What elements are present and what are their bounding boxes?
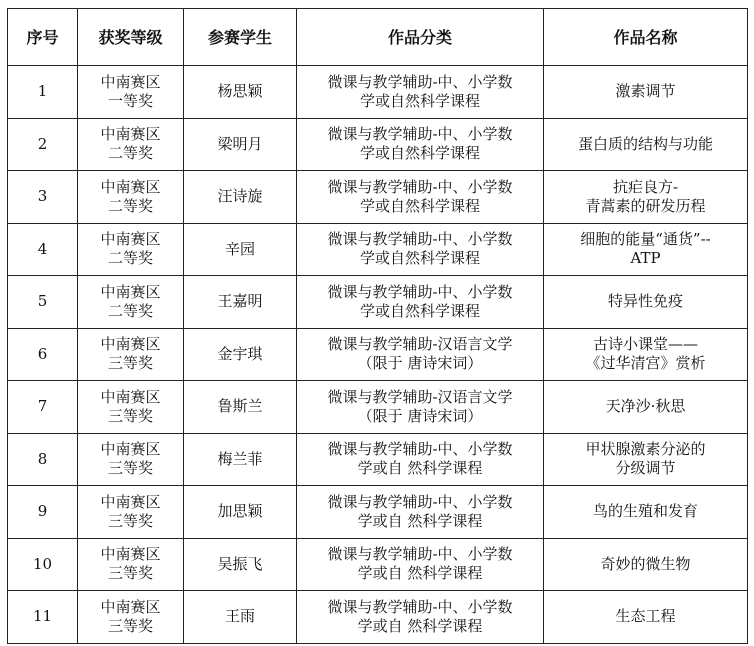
category-cell-line: 学或自然科学课程 xyxy=(359,301,480,320)
header-index: 序号 xyxy=(8,9,78,66)
index-cell: 10 xyxy=(8,538,78,591)
award-level-cell-line: 中南赛区 xyxy=(100,335,161,354)
header-row xyxy=(8,9,748,66)
award-level-cell xyxy=(78,433,184,486)
award-level-cell-line: 三等奖 xyxy=(107,406,153,425)
index-cell: 1 xyxy=(8,66,78,119)
category-cell-line: 学或自 然科学课程 xyxy=(357,616,483,635)
category-cell-line: 学或自然科学课程 xyxy=(359,249,480,268)
work-title-cell xyxy=(544,118,748,171)
table-row xyxy=(8,381,748,434)
award-level-cell-line: 中南赛区 xyxy=(100,177,161,196)
table-row xyxy=(8,223,748,276)
student-cell: 汪诗旋 xyxy=(184,171,297,224)
award-level-cell-line: 中南赛区 xyxy=(100,387,161,406)
work-title-cell xyxy=(544,328,748,381)
index-cell: 9 xyxy=(8,486,78,539)
category-cell-line: （限于 唐诗宋词） xyxy=(357,406,483,425)
work-title-cell-line: 细胞的能量“通货”-- xyxy=(580,230,711,249)
category-cell xyxy=(297,171,544,224)
category-cell-line: （限于 唐诗宋词） xyxy=(357,354,483,373)
header-student: 参赛学生 xyxy=(184,9,297,66)
work-title-cell-line: 《过华清宫》赏析 xyxy=(585,354,706,373)
award-level-cell xyxy=(78,223,184,276)
category-cell xyxy=(297,381,544,434)
award-level-cell xyxy=(78,538,184,591)
award-level-cell xyxy=(78,66,184,119)
work-title-cell xyxy=(544,223,748,276)
work-title-cell-line: 天净沙·秋思 xyxy=(605,397,686,416)
category-cell-line: 学或自 然科学课程 xyxy=(357,564,483,583)
category-cell-line: 学或自然科学课程 xyxy=(359,144,480,163)
table-row xyxy=(8,66,748,119)
category-cell-line: 微课与教学辅助-中、小学数 xyxy=(327,597,513,616)
index-cell: 7 xyxy=(8,381,78,434)
category-cell-line: 学或自然科学课程 xyxy=(359,196,480,215)
award-level-cell-line: 中南赛区 xyxy=(100,230,161,249)
award-level-cell-line: 三等奖 xyxy=(107,511,153,530)
work-title-cell xyxy=(544,66,748,119)
work-title-cell-line: 甲状腺激素分泌的 xyxy=(585,440,706,459)
category-cell-line: 学或自然科学课程 xyxy=(359,91,480,110)
index-cell: 2 xyxy=(8,118,78,171)
award-level-cell-line: 中南赛区 xyxy=(100,125,161,144)
award-level-cell-line: 二等奖 xyxy=(107,249,153,268)
award-level-cell-line: 三等奖 xyxy=(107,564,153,583)
category-cell-line: 微课与教学辅助-中、小学数 xyxy=(327,440,513,459)
work-title-cell-line: 青蒿素的研发历程 xyxy=(585,196,706,215)
work-title-cell xyxy=(544,486,748,539)
table-row xyxy=(8,538,748,591)
table-row xyxy=(8,328,748,381)
student-cell: 梅兰菲 xyxy=(184,433,297,486)
work-title-cell xyxy=(544,538,748,591)
category-cell-line: 微课与教学辅助-中、小学数 xyxy=(327,230,513,249)
category-cell-line: 微课与教学辅助-中、小学数 xyxy=(327,545,513,564)
category-cell-line: 微课与教学辅助-中、小学数 xyxy=(327,72,513,91)
student-cell: 加思颖 xyxy=(184,486,297,539)
category-cell-line: 学或自 然科学课程 xyxy=(357,459,483,478)
table-row xyxy=(8,486,748,539)
index-cell: 11 xyxy=(8,591,78,644)
category-cell-line: 微课与教学辅助-汉语言文学 xyxy=(327,387,513,406)
table-row xyxy=(8,433,748,486)
work-title-cell-line: 古诗小课堂—— xyxy=(592,335,698,354)
index-cell: 5 xyxy=(8,276,78,329)
work-title-cell-line: 特异性免疫 xyxy=(607,292,683,311)
work-title-cell xyxy=(544,433,748,486)
category-cell-line: 微课与教学辅助-中、小学数 xyxy=(327,177,513,196)
work-title-cell-line: 蛋白质的结构与功能 xyxy=(577,134,713,153)
category-cell-line: 微课与教学辅助-汉语言文学 xyxy=(327,335,513,354)
student-cell: 梁明月 xyxy=(184,118,297,171)
award-level-cell-line: 一等奖 xyxy=(107,91,153,110)
category-cell xyxy=(297,486,544,539)
award-level-cell xyxy=(78,591,184,644)
work-title-cell-line: 激素调节 xyxy=(615,82,676,101)
table-row xyxy=(8,171,748,224)
header-work-title: 作品名称 xyxy=(544,9,748,66)
award-level-cell-line: 中南赛区 xyxy=(100,597,161,616)
header-category: 作品分类 xyxy=(297,9,544,66)
work-title-cell-line: 生态工程 xyxy=(615,607,676,626)
category-cell xyxy=(297,591,544,644)
category-cell xyxy=(297,223,544,276)
work-title-cell-line: ATP xyxy=(630,249,661,268)
category-cell xyxy=(297,328,544,381)
student-cell: 辛园 xyxy=(184,223,297,276)
category-cell-line: 微课与教学辅助-中、小学数 xyxy=(327,125,513,144)
award-level-cell-line: 中南赛区 xyxy=(100,72,161,91)
header-award-level: 获奖等级 xyxy=(78,9,184,66)
index-cell: 3 xyxy=(8,171,78,224)
student-cell: 金宇琪 xyxy=(184,328,297,381)
student-cell: 王嘉明 xyxy=(184,276,297,329)
work-title-cell-line: 分级调节 xyxy=(615,459,676,478)
student-cell: 吴振飞 xyxy=(184,538,297,591)
award-level-cell-line: 二等奖 xyxy=(107,144,153,163)
award-level-cell-line: 二等奖 xyxy=(107,301,153,320)
student-cell: 鲁斯兰 xyxy=(184,381,297,434)
category-cell xyxy=(297,433,544,486)
award-level-cell-line: 三等奖 xyxy=(107,616,153,635)
award-level-cell xyxy=(78,118,184,171)
award-level-cell xyxy=(78,276,184,329)
category-cell xyxy=(297,276,544,329)
awards-table xyxy=(7,8,748,644)
index-cell: 4 xyxy=(8,223,78,276)
work-title-cell-line: 抗疟良方- xyxy=(612,177,679,196)
student-cell: 杨思颖 xyxy=(184,66,297,119)
award-level-cell-line: 中南赛区 xyxy=(100,545,161,564)
category-cell xyxy=(297,538,544,591)
award-level-cell-line: 三等奖 xyxy=(107,354,153,373)
student-cell: 王雨 xyxy=(184,591,297,644)
award-level-cell-line: 二等奖 xyxy=(107,196,153,215)
table-row xyxy=(8,118,748,171)
work-title-cell xyxy=(544,276,748,329)
award-level-cell-line: 中南赛区 xyxy=(100,282,161,301)
award-level-cell-line: 中南赛区 xyxy=(100,492,161,511)
work-title-cell xyxy=(544,381,748,434)
award-level-cell-line: 三等奖 xyxy=(107,459,153,478)
category-cell xyxy=(297,118,544,171)
award-level-cell-line: 中南赛区 xyxy=(100,440,161,459)
work-title-cell xyxy=(544,171,748,224)
award-level-cell xyxy=(78,486,184,539)
work-title-cell-line: 鸟的生殖和发育 xyxy=(592,502,698,521)
table-row xyxy=(8,591,748,644)
work-title-cell xyxy=(544,591,748,644)
category-cell-line: 学或自 然科学课程 xyxy=(357,511,483,530)
work-title-cell-line: 奇妙的微生物 xyxy=(600,554,691,573)
index-cell: 8 xyxy=(8,433,78,486)
category-cell xyxy=(297,66,544,119)
index-cell: 6 xyxy=(8,328,78,381)
category-cell-line: 微课与教学辅助-中、小学数 xyxy=(327,492,513,511)
award-level-cell xyxy=(78,171,184,224)
award-level-cell xyxy=(78,328,184,381)
table-row xyxy=(8,276,748,329)
category-cell-line: 微课与教学辅助-中、小学数 xyxy=(327,282,513,301)
award-level-cell xyxy=(78,381,184,434)
